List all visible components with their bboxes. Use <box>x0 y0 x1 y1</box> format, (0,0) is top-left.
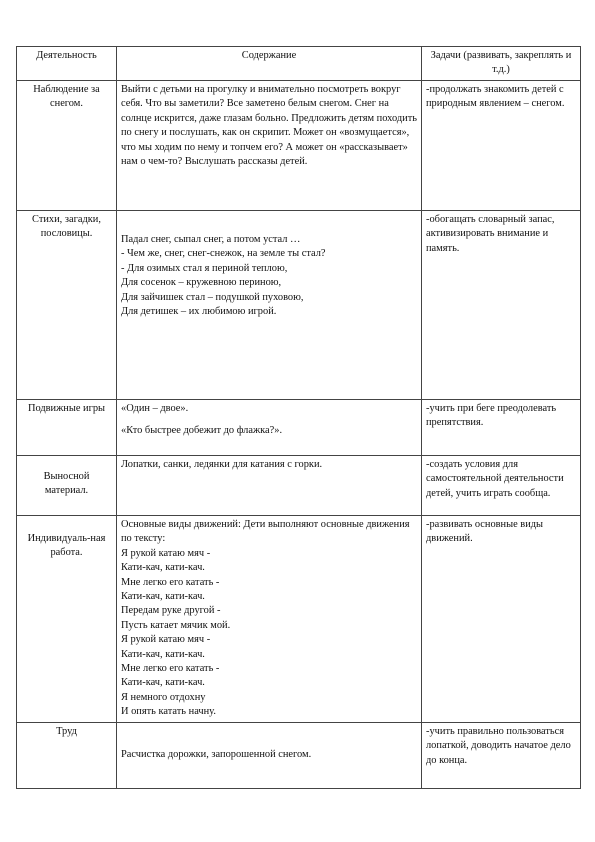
row-tasks: -учить при беге преодолевать препятствия. <box>422 400 581 456</box>
row-content <box>117 81 422 211</box>
row-activity: Индивидуаль-ная работа. <box>17 516 117 723</box>
rhyme-line: Мне легко его катать - <box>121 576 220 588</box>
table-row <box>17 81 581 211</box>
poem-line: Для сосенок – кружевною периною, <box>121 277 282 289</box>
rhyme-line: И опять катать начну. <box>121 706 216 718</box>
rhyme-line: Я немного отдохну <box>121 691 206 703</box>
row-tasks: -создать условия для самостоятельной деятельности детей, учить играть сообща. <box>422 456 581 516</box>
rhyme-line: Мне легко его катать - <box>121 663 220 675</box>
row-activity: Стихи, загадки, пословицы. <box>17 211 117 400</box>
row-activity: Наблюдение за снегом. <box>17 81 117 211</box>
header-tasks: Задачи (развивать, закреплять и т.д.) <box>422 47 581 81</box>
row-tasks: -обогащать словарный запас, активизировать внимание и память. <box>422 211 581 400</box>
row-tasks: -развивать основные виды движений. <box>422 516 581 723</box>
poem-line: - Чем же, снег, снег-снежок, на земле ты стал? <box>121 248 326 260</box>
row-content <box>117 400 422 456</box>
rhyme-line: Я рукой катаю мяч - <box>121 634 211 646</box>
row-tasks: -учить правильно пользоваться лопаткой, доводить начатое дело до конца. <box>422 722 581 788</box>
rhyme-line: Я рукой катаю мяч - <box>121 547 211 559</box>
rhyme-line: Пусть катает мячик мой. <box>121 619 231 631</box>
content-paragraph: Выйти с детьми на прогулку и внимательно посмотреть вокруг себя. Что вы заметили? Все заметено белым снегом. Снег на солнце искрится, даже глазам больно. Предложить детям походить по снегу и послушать, как он скрипит. Может он «возмущается», что мы ходим по нему и топчем его? А может он «рассказывает» нам о чем-то? Выслушать рассказы детей. <box>121 84 417 168</box>
rhyme-line: Передам руке другой - <box>121 605 221 617</box>
rhyme-line: Кати-кач, кати-кач. <box>121 562 205 574</box>
table-row <box>17 211 581 400</box>
header-activity: Деятельность <box>17 47 117 81</box>
row-activity: Выносной материал. <box>17 456 117 516</box>
poem-line: Для зайчишек стал – подушкой пуховою, <box>121 291 304 303</box>
rhyme-line: Кати-кач, кати-кач. <box>121 591 205 603</box>
row-content: Расчистка дорожки, запорошенной снегом. <box>117 722 422 788</box>
poem-line: Для детишек – их любимою игрой. <box>121 306 277 318</box>
poem-line: Падал снег, сыпал снег, а потом устал … <box>121 234 301 245</box>
row-activity: Труд <box>17 722 117 788</box>
table-row <box>17 516 581 723</box>
game-item: «Один – двое». <box>121 403 189 414</box>
row-content <box>117 516 422 723</box>
row-content <box>117 211 422 400</box>
rhyme-line: Кати-кач, кати-кач. <box>121 648 205 660</box>
walk-plan-table <box>16 46 581 789</box>
poem-line: - Для озимых стал я периной теплою, <box>121 262 288 274</box>
row-tasks: -продолжать знакомить детей с природным явлением – снегом. <box>422 81 581 211</box>
table-row <box>17 400 581 456</box>
row-activity: Подвижные игры <box>17 400 117 456</box>
table-header-row <box>17 47 581 81</box>
table-row <box>17 456 581 516</box>
rhyme-line: Кати-кач, кати-кач. <box>121 677 205 689</box>
table-row <box>17 722 581 788</box>
header-content: Содержание <box>117 47 422 81</box>
row-content: Лопатки, санки, ледянки для катания с горки. <box>117 456 422 516</box>
game-item: «Кто быстрее добежит до флажка?». <box>121 425 283 437</box>
exercise-intro: Основные виды движений: Дети выполняют основные движения по тексту: <box>121 519 410 545</box>
